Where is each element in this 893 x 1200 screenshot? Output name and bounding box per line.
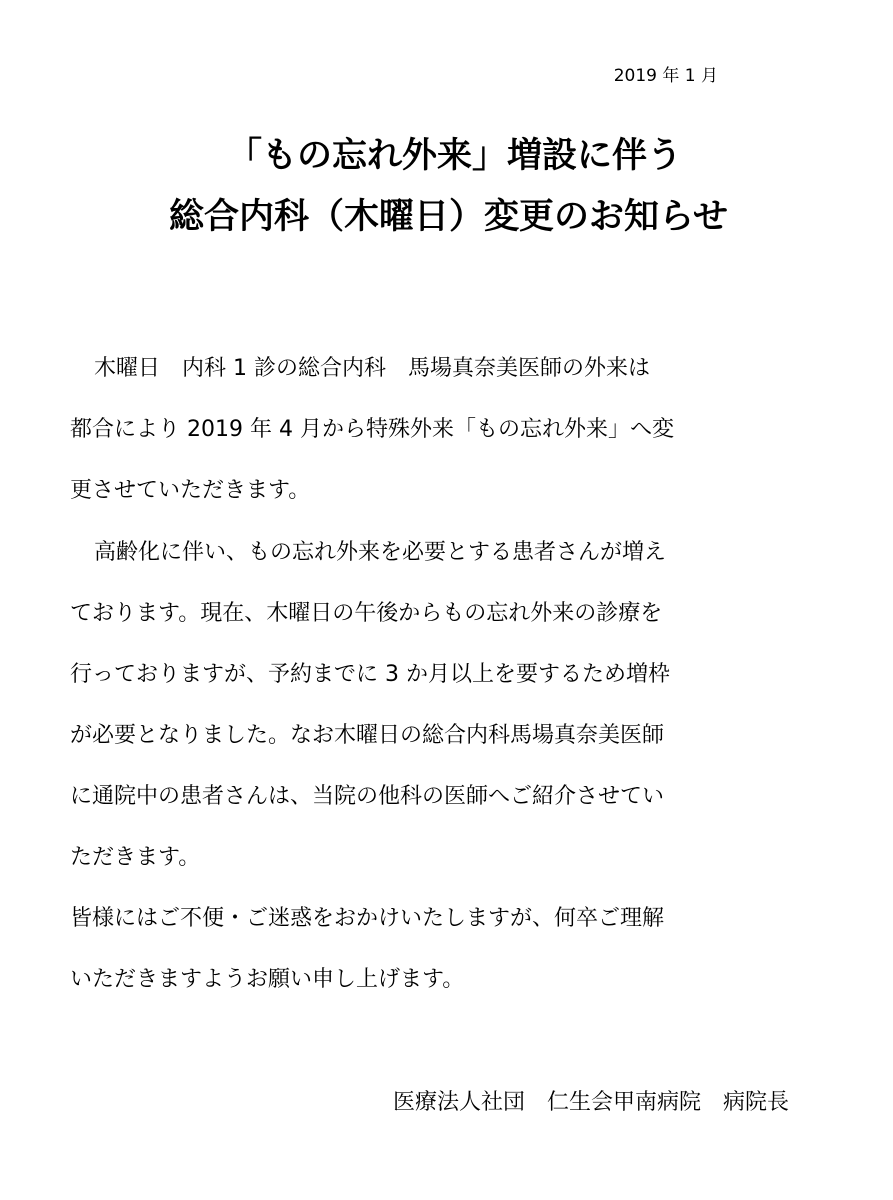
paragraph-1-line-1: 木曜日 内科 1 診の総合内科 馬場真奈美医師の外来は (94, 356, 650, 381)
title-line-2: 総合内科（木曜日）変更のお知らせ (169, 197, 728, 237)
signature: 医療法人社団 仁生会甲南病院 病院長 (392, 1090, 789, 1115)
paragraph-3-line-2: いただきますようお願い申し上げます。 (70, 967, 465, 992)
paragraph-2 (70, 522, 810, 888)
paragraph-1 (70, 338, 810, 521)
paragraph-2-line-5: に通院中の患者さんは、当院の他科の医師へご紹介させてい (70, 784, 665, 809)
paragraph-2-line-4: が必要となりました。なお木曜日の総合内科馬場真奈美医師 (70, 723, 665, 748)
title-line-1: 「もの忘れ外来」増設に伴う (226, 136, 682, 176)
paragraph-2-line-1: 高齢化に伴い、もの忘れ外来を必要とする患者さんが増え (94, 540, 667, 565)
paragraph-2-line-6: ただきます。 (70, 845, 201, 870)
paragraph-1-line-2: 都合により 2019 年 4 月から特殊外来「もの忘れ外来」へ変 (70, 417, 674, 442)
paragraph-3 (70, 888, 810, 1010)
document-date: 2019 年 1 月 (613, 66, 718, 86)
paragraph-2-line-2: ております。現在、木曜日の午後からもの忘れ外来の診療を (70, 601, 663, 626)
paragraph-1-line-3: 更させていただきます。 (70, 478, 311, 503)
paragraph-2-line-3: 行っておりますが、予約までに 3 か月以上を要するため増枠 (70, 662, 670, 687)
paragraph-3-line-1: 皆様にはご不便・ご迷惑をおかけいたしますが、何卒ご理解 (70, 906, 665, 931)
